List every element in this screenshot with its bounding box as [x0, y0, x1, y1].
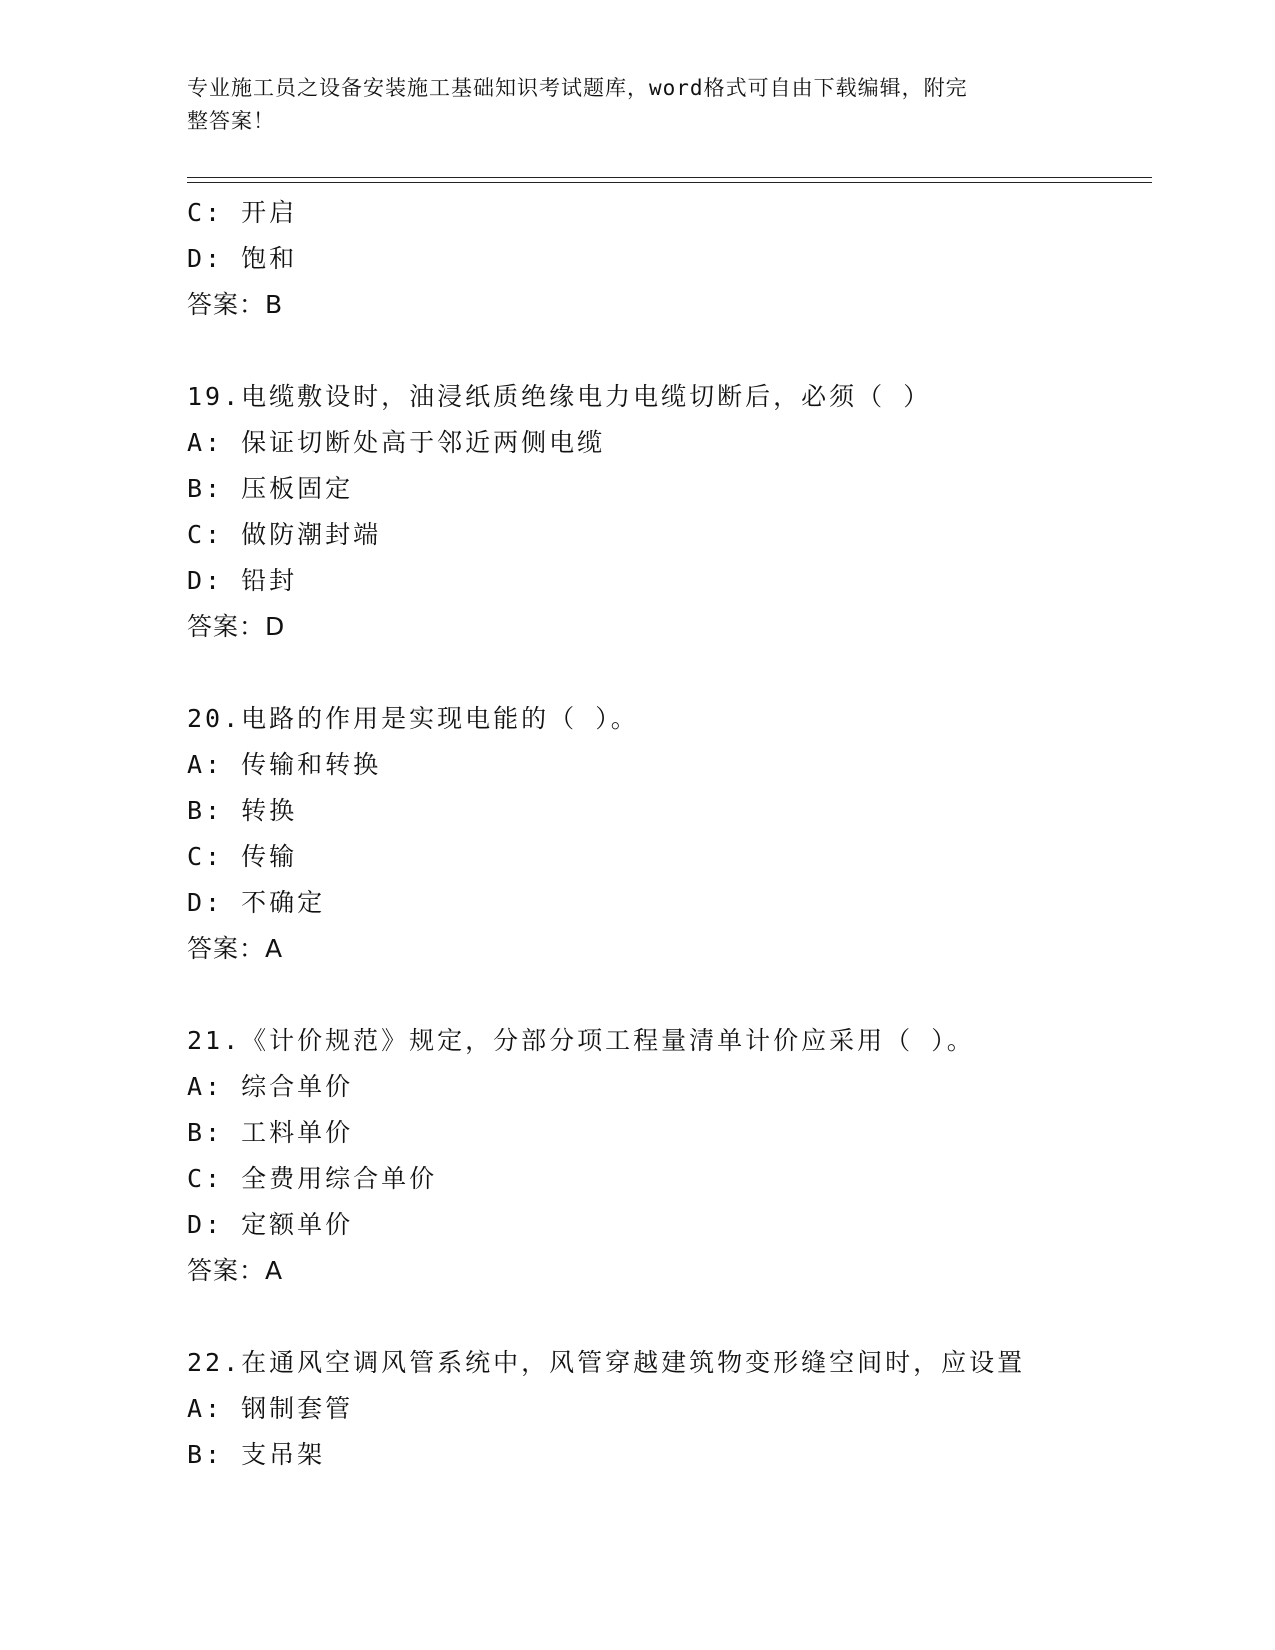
- spacer: [187, 650, 1147, 696]
- spacer: [187, 1294, 1147, 1340]
- spacer: [187, 328, 1147, 374]
- option-d: D: 定额单价: [187, 1210, 354, 1239]
- option-c: C: 传输: [187, 842, 298, 871]
- header-line-1: 专业施工员之设备安装施工基础知识考试题库，word格式可自由下载编辑，附完: [187, 76, 968, 100]
- question-18-partial: [187, 190, 1147, 328]
- option-a: A: 保证切断处高于邻近两侧电缆: [187, 428, 606, 457]
- question-stem: 21.《计价规范》规定，分部分项工程量清单计价应采用（ ）。: [187, 1026, 975, 1055]
- option-b: B: 压板固定: [187, 474, 354, 503]
- header-line-2: 整答案！: [187, 109, 275, 133]
- option-b: B: 转换: [187, 796, 298, 825]
- question-stem: 19.电缆敷设时，油浸纸质绝缘电力电缆切断后，必须（ ）: [187, 382, 932, 411]
- question-stem: 22.在通风空调风管系统中，风管穿越建筑物变形缝空间时，应设置: [187, 1348, 1026, 1377]
- option-b: B: 支吊架: [187, 1440, 326, 1469]
- option-a: A: 传输和转换: [187, 750, 382, 779]
- option-d: D: 饱和: [187, 244, 298, 273]
- answer-line: 答案：B: [187, 290, 284, 319]
- question-21: [187, 1018, 1147, 1294]
- spacer: [187, 972, 1147, 1018]
- answer-line: 答案：A: [187, 934, 284, 963]
- question-list: [187, 190, 1147, 1478]
- option-c: C: 开启: [187, 198, 298, 227]
- option-d: D: 不确定: [187, 888, 326, 917]
- option-a: A: 综合单价: [187, 1072, 354, 1101]
- question-20: [187, 696, 1147, 972]
- question-22: [187, 1340, 1147, 1478]
- answer-line: 答案：D: [187, 612, 286, 641]
- question-stem: 20.电路的作用是实现电能的（ ）。: [187, 704, 639, 733]
- option-b: B: 工料单价: [187, 1118, 354, 1147]
- option-a: A: 钢制套管: [187, 1394, 354, 1423]
- header-divider-bottom: [187, 182, 1152, 183]
- option-c: C: 全费用综合单价: [187, 1164, 438, 1193]
- header-divider-top: [187, 177, 1152, 178]
- answer-line: 答案：A: [187, 1256, 284, 1285]
- question-19: [187, 374, 1147, 650]
- option-d: D: 铅封: [187, 566, 298, 595]
- page-header: [187, 72, 1067, 138]
- option-c: C: 做防潮封端: [187, 520, 382, 549]
